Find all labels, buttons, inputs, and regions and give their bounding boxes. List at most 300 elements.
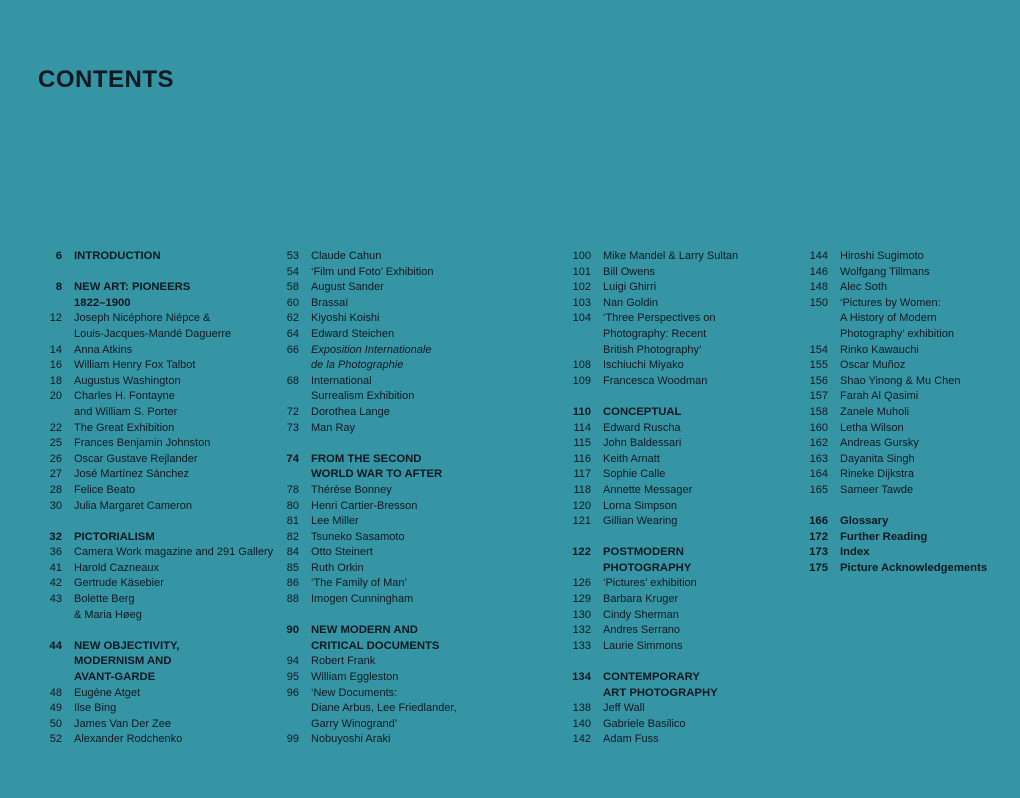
page-number: 144 bbox=[809, 250, 828, 262]
toc-entry bbox=[809, 436, 987, 452]
entry-title: British Photography’ bbox=[603, 343, 702, 356]
page-number: 140 bbox=[572, 717, 591, 730]
entry-title: Man Ray bbox=[311, 421, 356, 434]
entry-title: Dayanita Singh bbox=[840, 452, 915, 465]
toc-entry bbox=[286, 327, 457, 343]
entry-title: Hiroshi Sugimoto bbox=[840, 250, 924, 262]
entry-title: Thérèse Bonney bbox=[311, 483, 392, 496]
toc-entry bbox=[572, 701, 738, 717]
page-number: 173 bbox=[809, 546, 828, 559]
page-number: 6 bbox=[55, 250, 62, 262]
entry-title: CONCEPTUAL bbox=[603, 405, 682, 418]
entry-title: Rinko Kawauchi bbox=[840, 343, 919, 356]
toc-entry bbox=[286, 374, 457, 390]
page-number: 12 bbox=[49, 312, 62, 325]
toc-entry bbox=[49, 717, 273, 733]
toc-entry bbox=[49, 592, 273, 608]
page-number: 96 bbox=[286, 686, 299, 699]
entry-title: Further Reading bbox=[840, 530, 928, 543]
page-number: 155 bbox=[809, 359, 828, 372]
entry-title: Edward Ruscha bbox=[603, 421, 681, 434]
toc-column-3 bbox=[572, 249, 739, 748]
entry-title: Imogen Cunningham bbox=[311, 593, 414, 606]
entry-title: Alec Soth bbox=[840, 281, 888, 294]
toc-entry bbox=[286, 514, 457, 530]
toc-entry bbox=[603, 343, 738, 359]
toc-entry bbox=[49, 545, 274, 561]
toc-entry bbox=[49, 576, 273, 592]
page-number: 120 bbox=[572, 499, 591, 512]
spacer bbox=[74, 265, 273, 281]
toc-section-heading bbox=[809, 530, 987, 546]
entry-title: PICTORIALISM bbox=[74, 530, 155, 543]
toc-entry bbox=[840, 327, 987, 343]
toc-entry bbox=[49, 452, 273, 468]
toc-section-heading bbox=[74, 296, 273, 312]
toc-entry bbox=[49, 701, 273, 717]
entry-title: Exposition Internationale bbox=[311, 343, 432, 356]
page-number: 109 bbox=[572, 374, 591, 387]
page-number: 122 bbox=[572, 546, 591, 559]
entry-title: Photography: Recent bbox=[603, 327, 707, 340]
page-number: 44 bbox=[49, 639, 62, 652]
toc-entry bbox=[809, 421, 987, 437]
spacer bbox=[603, 389, 738, 405]
toc-entry bbox=[286, 530, 457, 546]
page-number: 99 bbox=[286, 733, 299, 746]
entry-title: John Baldessari bbox=[603, 437, 682, 450]
entry-title: ‘New Documents: bbox=[311, 686, 398, 699]
page-number: 156 bbox=[809, 374, 828, 387]
spacer bbox=[603, 654, 738, 670]
page-number: 74 bbox=[286, 452, 299, 465]
toc-entry bbox=[573, 421, 738, 437]
entry-title: Zanele Muholi bbox=[840, 405, 910, 418]
entry-title: Wolfgang Tillmans bbox=[840, 265, 930, 278]
page-number: 49 bbox=[49, 702, 62, 715]
page-number: 95 bbox=[286, 671, 299, 684]
toc-entry bbox=[286, 561, 457, 577]
toc-entry bbox=[286, 576, 457, 592]
spacer bbox=[311, 608, 457, 624]
page-number: 100 bbox=[572, 250, 591, 262]
page-number: 154 bbox=[809, 343, 828, 356]
page-number: 88 bbox=[286, 593, 299, 606]
toc-entry bbox=[286, 545, 457, 561]
toc-entry bbox=[286, 483, 457, 499]
entry-title: Gabriele Basilico bbox=[603, 717, 686, 730]
page-number: 126 bbox=[572, 577, 591, 590]
page-number: 116 bbox=[573, 452, 591, 465]
page-number: 27 bbox=[49, 468, 62, 481]
toc-entry bbox=[49, 499, 273, 515]
page-number: 36 bbox=[49, 546, 62, 559]
page-number: 148 bbox=[809, 281, 828, 294]
page-number: 8 bbox=[55, 281, 62, 294]
entry-title: Augustus Washington bbox=[74, 374, 181, 387]
entry-title: Gertrude Käsebier bbox=[74, 577, 164, 590]
entry-title: AVANT-GARDE bbox=[74, 671, 156, 684]
toc-entry bbox=[49, 732, 273, 748]
entry-title: 1822–1900 bbox=[74, 296, 131, 309]
toc-entry bbox=[286, 670, 457, 686]
entry-title: Surrealism Exhibition bbox=[311, 390, 415, 403]
toc-entry bbox=[74, 327, 273, 343]
toc-entry bbox=[572, 592, 738, 608]
entry-title: CONTEMPORARY bbox=[603, 671, 700, 684]
toc-entry bbox=[286, 249, 457, 265]
toc-entry bbox=[311, 701, 457, 717]
entry-title: Claude Cahun bbox=[311, 250, 382, 262]
page-number: 142 bbox=[572, 733, 591, 746]
page-number: 115 bbox=[573, 437, 591, 450]
page-number: 104 bbox=[572, 312, 591, 325]
toc-entry bbox=[809, 405, 987, 421]
page-number: 86 bbox=[286, 577, 299, 590]
page-number: 32 bbox=[49, 530, 62, 543]
page-number: 133 bbox=[572, 639, 591, 652]
entry-title: Lorna Simpson bbox=[603, 499, 677, 512]
page-number: 50 bbox=[49, 717, 62, 730]
toc-entry bbox=[572, 311, 738, 327]
page-number: 20 bbox=[49, 390, 62, 403]
entry-title: de la Photographie bbox=[311, 359, 404, 372]
toc-entry bbox=[286, 265, 457, 281]
entry-title: Oscar Muñoz bbox=[840, 359, 906, 372]
page-number: 90 bbox=[286, 624, 299, 637]
page-number: 118 bbox=[573, 483, 591, 496]
toc-section-heading bbox=[49, 530, 273, 546]
entry-title: Francesca Woodman bbox=[603, 374, 708, 387]
page-number: 30 bbox=[49, 499, 62, 512]
page-number: 16 bbox=[49, 359, 62, 372]
toc-entry bbox=[809, 374, 987, 390]
spacer bbox=[311, 436, 457, 452]
entry-title: ‘Pictures’ exhibition bbox=[603, 577, 697, 590]
entry-title: William Henry Fox Talbot bbox=[74, 359, 196, 372]
page-number: 134 bbox=[572, 671, 591, 684]
page-number: 84 bbox=[286, 546, 299, 559]
page-number: 117 bbox=[573, 468, 591, 481]
entry-title: NEW MODERN AND bbox=[311, 624, 418, 637]
toc-entry bbox=[572, 499, 738, 515]
toc-entry bbox=[573, 436, 738, 452]
entry-title: Camera Work magazine and 291 Gallery bbox=[74, 546, 274, 559]
entry-title: Brassaï bbox=[311, 296, 349, 309]
toc-entry bbox=[286, 686, 457, 702]
toc-entry bbox=[572, 717, 738, 733]
entry-title: Lee Miller bbox=[311, 515, 359, 528]
toc-entry bbox=[286, 499, 457, 515]
entry-title: Bolette Berg bbox=[74, 593, 135, 606]
page-number: 52 bbox=[49, 733, 62, 746]
page-number: 66 bbox=[286, 343, 299, 356]
entry-title: Cindy Sherman bbox=[603, 608, 679, 621]
entry-title: ‘The Family of Man’ bbox=[311, 577, 407, 590]
entry-title: Sameer Tawde bbox=[840, 483, 914, 496]
page-number: 54 bbox=[286, 265, 299, 278]
toc-section-heading bbox=[74, 670, 273, 686]
toc-section-heading bbox=[603, 686, 738, 702]
toc-entry bbox=[49, 483, 273, 499]
page-number: 146 bbox=[809, 265, 828, 278]
page-number: 121 bbox=[572, 515, 591, 528]
page-title: CONTENTS bbox=[38, 66, 174, 93]
entry-title: Kiyoshi Koishi bbox=[311, 312, 380, 325]
page-number: 150 bbox=[809, 296, 828, 309]
entry-title: William Eggleston bbox=[311, 671, 399, 684]
spacer bbox=[74, 623, 273, 639]
entry-title: Charles H. Fontayne bbox=[74, 390, 175, 403]
page-number: 172 bbox=[809, 530, 828, 543]
entry-title: Joseph Nicéphore Niépce & bbox=[74, 312, 211, 325]
entry-title: The Great Exhibition bbox=[74, 421, 175, 434]
toc-entry bbox=[49, 389, 273, 405]
toc-entry bbox=[840, 311, 987, 327]
entry-title: A History of Modern bbox=[840, 312, 937, 325]
entry-title: ‘Pictures by Women: bbox=[840, 296, 941, 309]
toc-section-heading bbox=[286, 623, 457, 639]
entry-title: Robert Frank bbox=[311, 655, 376, 668]
page-number: 72 bbox=[286, 405, 299, 418]
entry-title: Gillian Wearing bbox=[603, 515, 678, 528]
page-number: 53 bbox=[286, 250, 299, 262]
entry-title: Picture Acknowledgements bbox=[840, 561, 988, 574]
entry-title: Anna Atkins bbox=[74, 343, 133, 356]
entry-title: Louis-Jacques-Mandé Daguerre bbox=[74, 327, 232, 340]
page-number: 48 bbox=[49, 686, 62, 699]
entry-title: Alexander Rodchenko bbox=[74, 733, 183, 746]
entry-title: Ilse Bing bbox=[74, 702, 117, 715]
entry-title: FROM THE SECOND bbox=[311, 452, 422, 465]
entry-title: NEW OBJECTIVITY, bbox=[74, 639, 180, 652]
toc-entry bbox=[311, 717, 457, 733]
toc-entry bbox=[603, 327, 738, 343]
entry-title: Farah Al Qasimi bbox=[840, 390, 919, 403]
toc-entry bbox=[809, 483, 987, 499]
entry-title: MODERNISM AND bbox=[74, 655, 172, 668]
toc-column-2 bbox=[286, 249, 457, 748]
page-number: 28 bbox=[49, 483, 62, 496]
toc-entry bbox=[572, 249, 739, 265]
toc-section-heading bbox=[809, 514, 987, 530]
entry-title: ‘Film und Foto’ Exhibition bbox=[311, 265, 434, 278]
entry-title: Frances Benjamin Johnston bbox=[74, 437, 211, 450]
entry-title: Mike Mandel & Larry Sultan bbox=[603, 250, 739, 262]
page-number: 68 bbox=[286, 374, 299, 387]
toc-section-heading bbox=[572, 405, 738, 421]
page-number: 114 bbox=[573, 421, 591, 434]
page-number: 103 bbox=[572, 296, 591, 309]
toc-section-heading bbox=[572, 545, 738, 561]
entry-title: Nobuyoshi Araki bbox=[311, 733, 391, 746]
entry-title: Julia Margaret Cameron bbox=[74, 499, 192, 512]
entry-title: CRITICAL DOCUMENTS bbox=[311, 639, 440, 652]
toc-entry bbox=[286, 421, 457, 437]
toc-entry bbox=[49, 561, 273, 577]
page-number: 82 bbox=[286, 530, 299, 543]
entry-title: POSTMODERN bbox=[603, 546, 684, 559]
page-number: 18 bbox=[49, 374, 62, 387]
entry-title: Laurie Simmons bbox=[603, 639, 683, 652]
toc-entry bbox=[572, 576, 738, 592]
entry-title: Garry Winogrand’ bbox=[311, 717, 398, 730]
toc-entry bbox=[572, 514, 738, 530]
toc-entry bbox=[572, 623, 738, 639]
toc-entry bbox=[74, 608, 273, 624]
toc-section-heading bbox=[809, 545, 987, 561]
page-number: 166 bbox=[809, 515, 828, 528]
spacer bbox=[603, 530, 738, 546]
entry-title: James Van Der Zee bbox=[74, 717, 172, 730]
toc-section-heading bbox=[603, 561, 738, 577]
toc-entry bbox=[572, 732, 738, 748]
toc-entry bbox=[809, 265, 987, 281]
toc-entry bbox=[572, 280, 738, 296]
toc-entry bbox=[809, 280, 987, 296]
entry-title: Nan Goldin bbox=[603, 296, 659, 309]
toc-entry bbox=[286, 405, 457, 421]
toc-entry bbox=[809, 296, 987, 312]
entry-title: Jeff Wall bbox=[603, 702, 645, 715]
entry-title: Oscar Gustave Rejlander bbox=[74, 452, 198, 465]
toc-section-heading bbox=[286, 452, 457, 468]
page-number: 101 bbox=[572, 265, 591, 278]
toc-entry bbox=[573, 467, 738, 483]
page-number: 158 bbox=[809, 405, 828, 418]
entry-title: and William S. Porter bbox=[74, 405, 178, 418]
toc-entry bbox=[809, 249, 987, 265]
entry-title: Tsuneko Sasamoto bbox=[311, 530, 405, 543]
entry-title: Shao Yinong & Mu Chen bbox=[840, 374, 961, 387]
page-number: 42 bbox=[49, 577, 62, 590]
toc-entry bbox=[74, 405, 273, 421]
entry-title: Dorothea Lange bbox=[311, 405, 390, 418]
entry-title: Henri Cartier-Bresson bbox=[311, 499, 418, 512]
toc-entry bbox=[286, 732, 457, 748]
page-number: 80 bbox=[286, 499, 299, 512]
entry-title: Eugène Atget bbox=[74, 686, 141, 699]
entry-title: Photography’ exhibition bbox=[840, 327, 954, 340]
toc-entry bbox=[286, 296, 457, 312]
entry-title: Barbara Kruger bbox=[603, 593, 679, 606]
entry-title: Bill Owens bbox=[603, 265, 655, 278]
toc-entry bbox=[311, 358, 457, 374]
toc-entry bbox=[572, 265, 738, 281]
page-number: 43 bbox=[49, 593, 62, 606]
entry-title: Annette Messager bbox=[603, 483, 693, 496]
entry-title: & Maria Høeg bbox=[74, 608, 142, 621]
page-number: 78 bbox=[286, 483, 299, 496]
page-number: 108 bbox=[572, 359, 591, 372]
entry-title: Andreas Gursky bbox=[840, 437, 919, 450]
toc-entry bbox=[809, 467, 987, 483]
entry-title: Letha Wilson bbox=[840, 421, 904, 434]
entry-title: INTRODUCTION bbox=[74, 250, 161, 262]
entry-title: ART PHOTOGRAPHY bbox=[603, 686, 718, 699]
entry-title: Otto Steinert bbox=[311, 546, 373, 559]
page-number: 138 bbox=[572, 702, 591, 715]
page-number: 175 bbox=[809, 561, 828, 574]
toc-entry bbox=[286, 592, 457, 608]
spacer bbox=[74, 514, 273, 530]
entry-title: Ischiuchi Miyako bbox=[603, 359, 684, 372]
toc-section-heading bbox=[311, 467, 457, 483]
page-number: 94 bbox=[286, 655, 299, 668]
entry-title: ‘Three Perspectives on bbox=[603, 312, 716, 325]
toc-section-heading bbox=[809, 561, 988, 577]
page-number: 41 bbox=[49, 561, 62, 574]
toc-column-4 bbox=[809, 249, 988, 576]
page-number: 102 bbox=[572, 281, 591, 294]
entry-title: Rineke Dijkstra bbox=[840, 468, 914, 481]
entry-title: NEW ART: PIONEERS bbox=[74, 281, 191, 294]
toc-entry bbox=[809, 389, 987, 405]
toc-section-heading bbox=[49, 639, 273, 655]
page-number: 62 bbox=[286, 312, 299, 325]
toc-entry bbox=[809, 343, 987, 359]
toc-entry bbox=[809, 452, 987, 468]
page-number: 110 bbox=[572, 405, 591, 418]
page-number: 129 bbox=[572, 593, 591, 606]
entry-title: José Martínez Sánchez bbox=[74, 468, 189, 481]
entry-title: Glossary bbox=[840, 515, 889, 528]
page-number: 81 bbox=[286, 515, 299, 528]
page-number: 25 bbox=[49, 437, 62, 450]
toc-entry bbox=[49, 436, 273, 452]
entry-title: Luigi Ghirri bbox=[603, 281, 657, 294]
entry-title: Andres Serrano bbox=[603, 624, 681, 637]
page-number: 26 bbox=[49, 452, 62, 465]
toc-entry bbox=[311, 389, 457, 405]
toc-entry bbox=[49, 467, 273, 483]
toc-section-heading bbox=[55, 249, 273, 265]
page-number: 163 bbox=[809, 452, 828, 465]
toc-entry bbox=[572, 296, 738, 312]
entry-title: Ruth Orkin bbox=[311, 561, 364, 574]
toc-column-1 bbox=[49, 249, 274, 748]
page-number: 160 bbox=[809, 421, 828, 434]
page-number: 162 bbox=[809, 437, 828, 450]
toc-entry bbox=[286, 311, 457, 327]
entry-title: International bbox=[311, 374, 372, 387]
toc-entry bbox=[49, 421, 273, 437]
toc-entry bbox=[49, 311, 273, 327]
toc-entry bbox=[573, 483, 738, 499]
toc-entry bbox=[49, 343, 273, 359]
toc-entry bbox=[286, 280, 457, 296]
entry-title: PHOTOGRAPHY bbox=[603, 561, 692, 574]
toc-entry bbox=[572, 374, 738, 390]
entry-title: Felice Beato bbox=[74, 483, 136, 496]
toc-entry bbox=[49, 686, 273, 702]
page-number: 73 bbox=[286, 421, 299, 434]
toc-entry bbox=[572, 358, 738, 374]
toc-section-heading bbox=[311, 639, 457, 655]
entry-title: Keith Arnatt bbox=[603, 452, 660, 465]
toc-entry bbox=[286, 654, 457, 670]
toc-entry bbox=[49, 358, 273, 374]
toc-section-heading bbox=[572, 670, 738, 686]
toc-entry bbox=[572, 608, 738, 624]
entry-title: WORLD WAR TO AFTER bbox=[311, 468, 443, 481]
page-number: 14 bbox=[49, 343, 62, 356]
entry-title: Harold Cazneaux bbox=[74, 561, 159, 574]
page-number: 22 bbox=[49, 421, 62, 434]
page-number: 58 bbox=[286, 281, 299, 294]
page-number: 165 bbox=[809, 483, 828, 496]
toc-section-heading bbox=[74, 654, 273, 670]
